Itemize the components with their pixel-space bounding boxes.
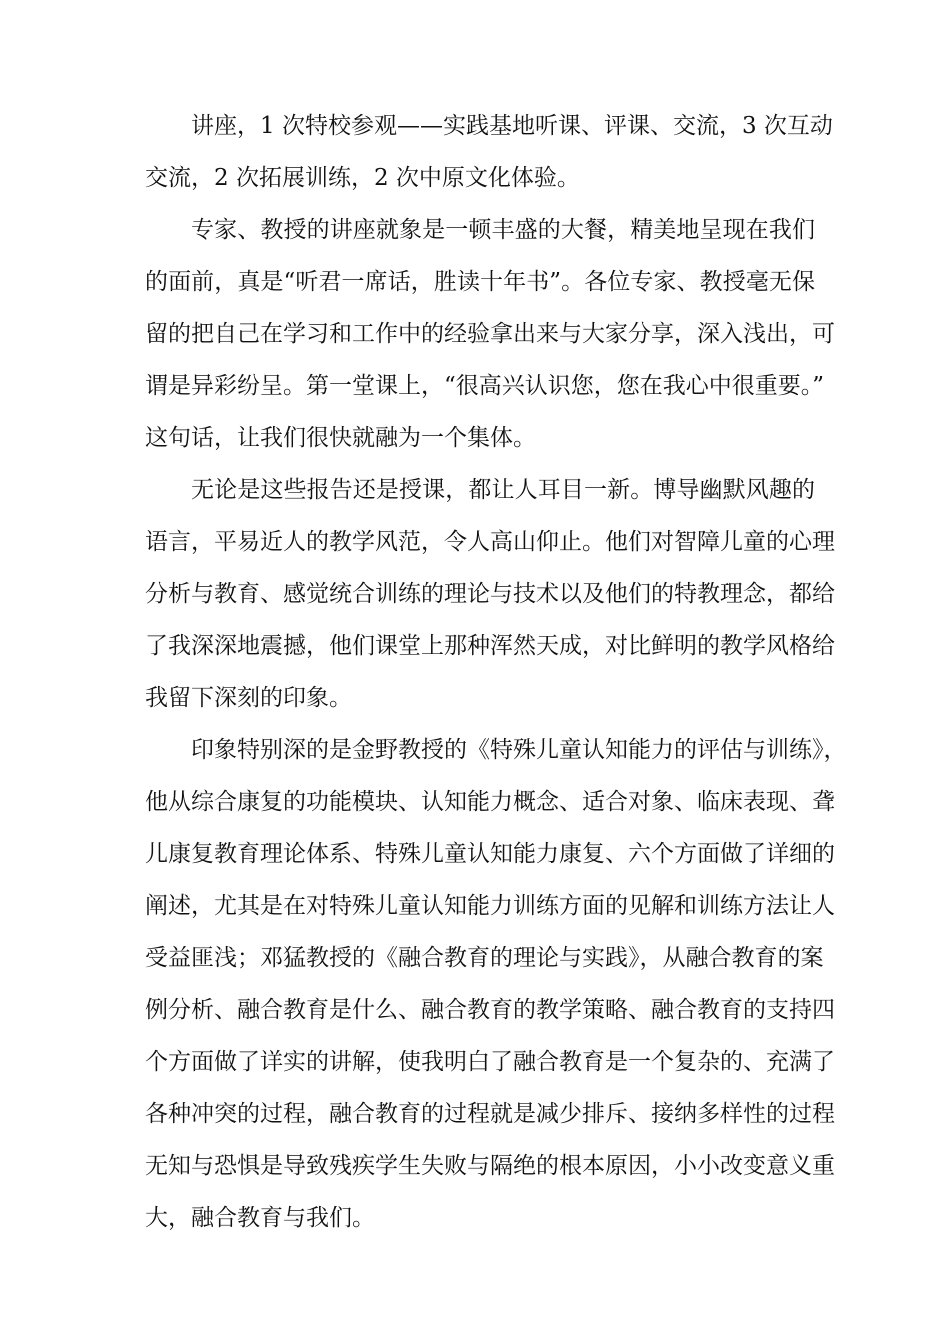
text-line: 个方面做了详实的讲解，使我明白了融合教育是一个复杂的、充满了 (145, 1049, 835, 1075)
text-line: 谓是异彩纷呈。第一堂课上，“很高兴认识您，您在我心中很重要。” (145, 373, 825, 399)
text-line: 例分析、融合教育是什么、融合教育的教学策略、融合教育的支持四 (145, 997, 835, 1023)
text-line: 的面前，真是“听君一席话，胜读十年书”。各位专家、教授毫无保 (145, 269, 815, 295)
document-body (145, 100, 847, 1244)
text-line: 无论是这些报告还是授课，都让人耳目一新。博导幽默风趣的 (191, 477, 815, 503)
text-line: 这句话，让我们很快就融为一个集体。 (145, 425, 536, 451)
text-line: 无知与恐惧是导致残疾学生失败与隔绝的根本原因，小小改变意义重 (145, 1153, 835, 1179)
text-line: 交流，2 次拓展训练，2 次中原文化体验。 (145, 165, 580, 191)
paragraph (145, 464, 835, 724)
text-line: 我留下深刻的印象。 (145, 685, 352, 711)
text-line: 受益匪浅；邓猛教授的《融合教育的理论与实践》，从融合教育的案 (145, 945, 824, 971)
text-line: 分析与教育、感觉统合训练的理论与技术以及他们的特教理念，都给 (145, 581, 835, 607)
paragraph (145, 100, 833, 204)
text-line: 印象特别深的是金野教授的《特殊儿童认知能力的评估与训练》， (191, 737, 847, 763)
text-line: 专家、教授的讲座就象是一顿丰盛的大餐，精美地呈现在我们 (191, 217, 815, 243)
text-line: 大，融合教育与我们。 (145, 1205, 375, 1231)
paragraph (145, 204, 835, 464)
text-line: 语言，平易近人的教学风范，令人高山仰止。他们对智障儿童的心理 (145, 529, 835, 555)
text-line: 讲座，1 次特校参观——实践基地听课、评课、交流，3 次互动 (191, 113, 833, 139)
text-line: 各种冲突的过程，融合教育的过程就是减少排斥、接纳多样性的过程 (145, 1101, 835, 1127)
text-line: 了我深深地震撼，他们课堂上那种浑然天成，对比鲜明的教学风格给 (145, 633, 835, 659)
paragraph (145, 724, 847, 1244)
text-line: 留的把自己在学习和工作中的经验拿出来与大家分享，深入浅出，可 (145, 321, 835, 347)
text-line: 儿康复教育理论体系、特殊儿童认知能力康复、六个方面做了详细的 (145, 841, 835, 867)
text-line: 他从综合康复的功能模块、认知能力概念、适合对象、临床表现、聋 (145, 789, 835, 815)
text-line: 阐述，尤其是在对特殊儿童认知能力训练方面的见解和训练方法让人 (145, 893, 835, 919)
